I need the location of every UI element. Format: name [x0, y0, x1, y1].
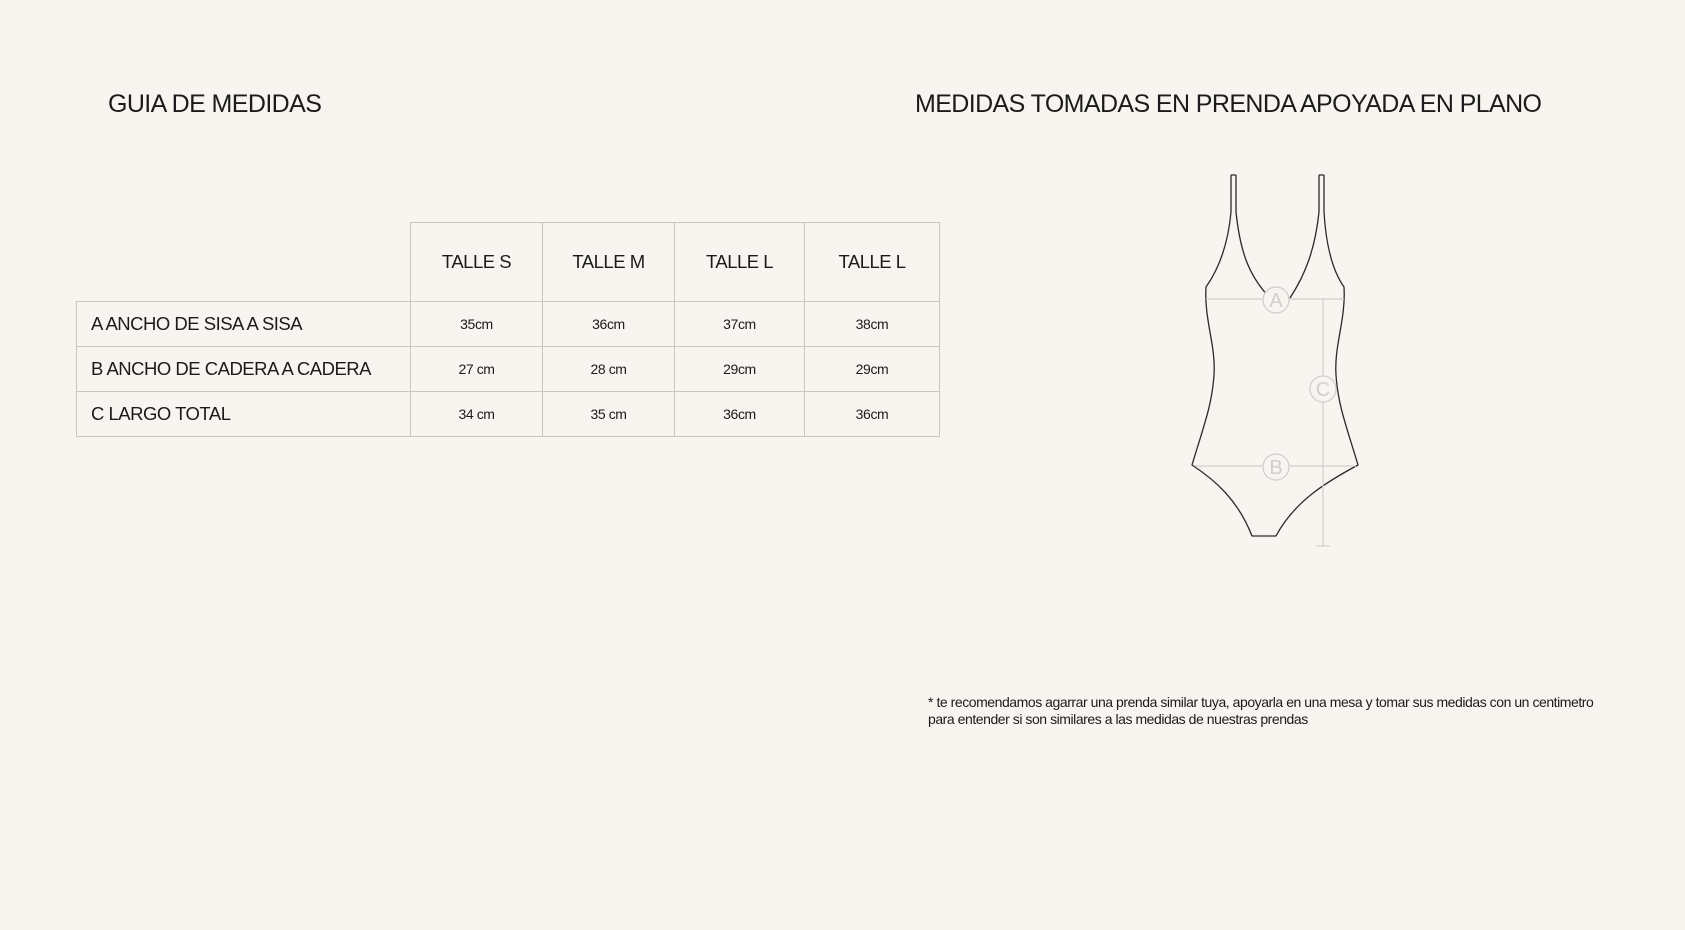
table-cell: 37cm	[675, 302, 805, 347]
size-header-s: TALLE S	[411, 223, 543, 302]
table-cell: 28 cm	[543, 347, 675, 392]
header-empty-cell	[77, 223, 411, 302]
table-cell: 38cm	[805, 302, 940, 347]
table-cell: 29cm	[805, 347, 940, 392]
svg-text:B: B	[1269, 457, 1283, 479]
table-cell: 29cm	[675, 347, 805, 392]
swimsuit-outline-icon	[1192, 175, 1358, 536]
row-label-total-length: C LARGO TOTAL	[77, 392, 411, 437]
size-header-m: TALLE M	[543, 223, 675, 302]
table-cell: 27 cm	[411, 347, 543, 392]
row-label-hip-width: B ANCHO DE CADERA A CADERA	[77, 347, 411, 392]
marker-a	[1263, 287, 1289, 313]
size-header-l-2: TALLE L	[805, 223, 940, 302]
marker-b	[1263, 454, 1289, 480]
size-guide-title: GUIA DE MEDIDAS	[108, 90, 322, 118]
table-row	[77, 392, 940, 437]
marker-c	[1310, 376, 1336, 402]
table-cell: 35 cm	[543, 392, 675, 437]
table-cell: 35cm	[411, 302, 543, 347]
table-row	[77, 302, 940, 347]
measurement-tip-note	[928, 694, 1593, 728]
size-chart-table	[76, 222, 940, 437]
svg-text:C: C	[1315, 379, 1331, 401]
table-row	[77, 347, 940, 392]
row-label-armhole-width: A ANCHO DE SISA A SISA	[77, 302, 411, 347]
swimsuit-diagram	[1170, 170, 1370, 550]
svg-text:A: A	[1269, 290, 1283, 312]
table-cell: 36cm	[543, 302, 675, 347]
size-header-l: TALLE L	[675, 223, 805, 302]
note-line-2: para entender si son similares a las medidas de nuestras prendas	[928, 711, 1308, 727]
measurement-guides	[1195, 299, 1356, 546]
measurement-method-title: MEDIDAS TOMADAS EN PRENDA APOYADA EN PLANO	[915, 90, 1542, 118]
table-cell: 36cm	[805, 392, 940, 437]
note-line-1: * te recomendamos agarrar una prenda similar tuya, apoyarla en una mesa y tomar sus medidas con un centimetro	[928, 694, 1594, 710]
size-header-row	[77, 223, 940, 302]
table-cell: 34 cm	[411, 392, 543, 437]
table-cell: 36cm	[675, 392, 805, 437]
